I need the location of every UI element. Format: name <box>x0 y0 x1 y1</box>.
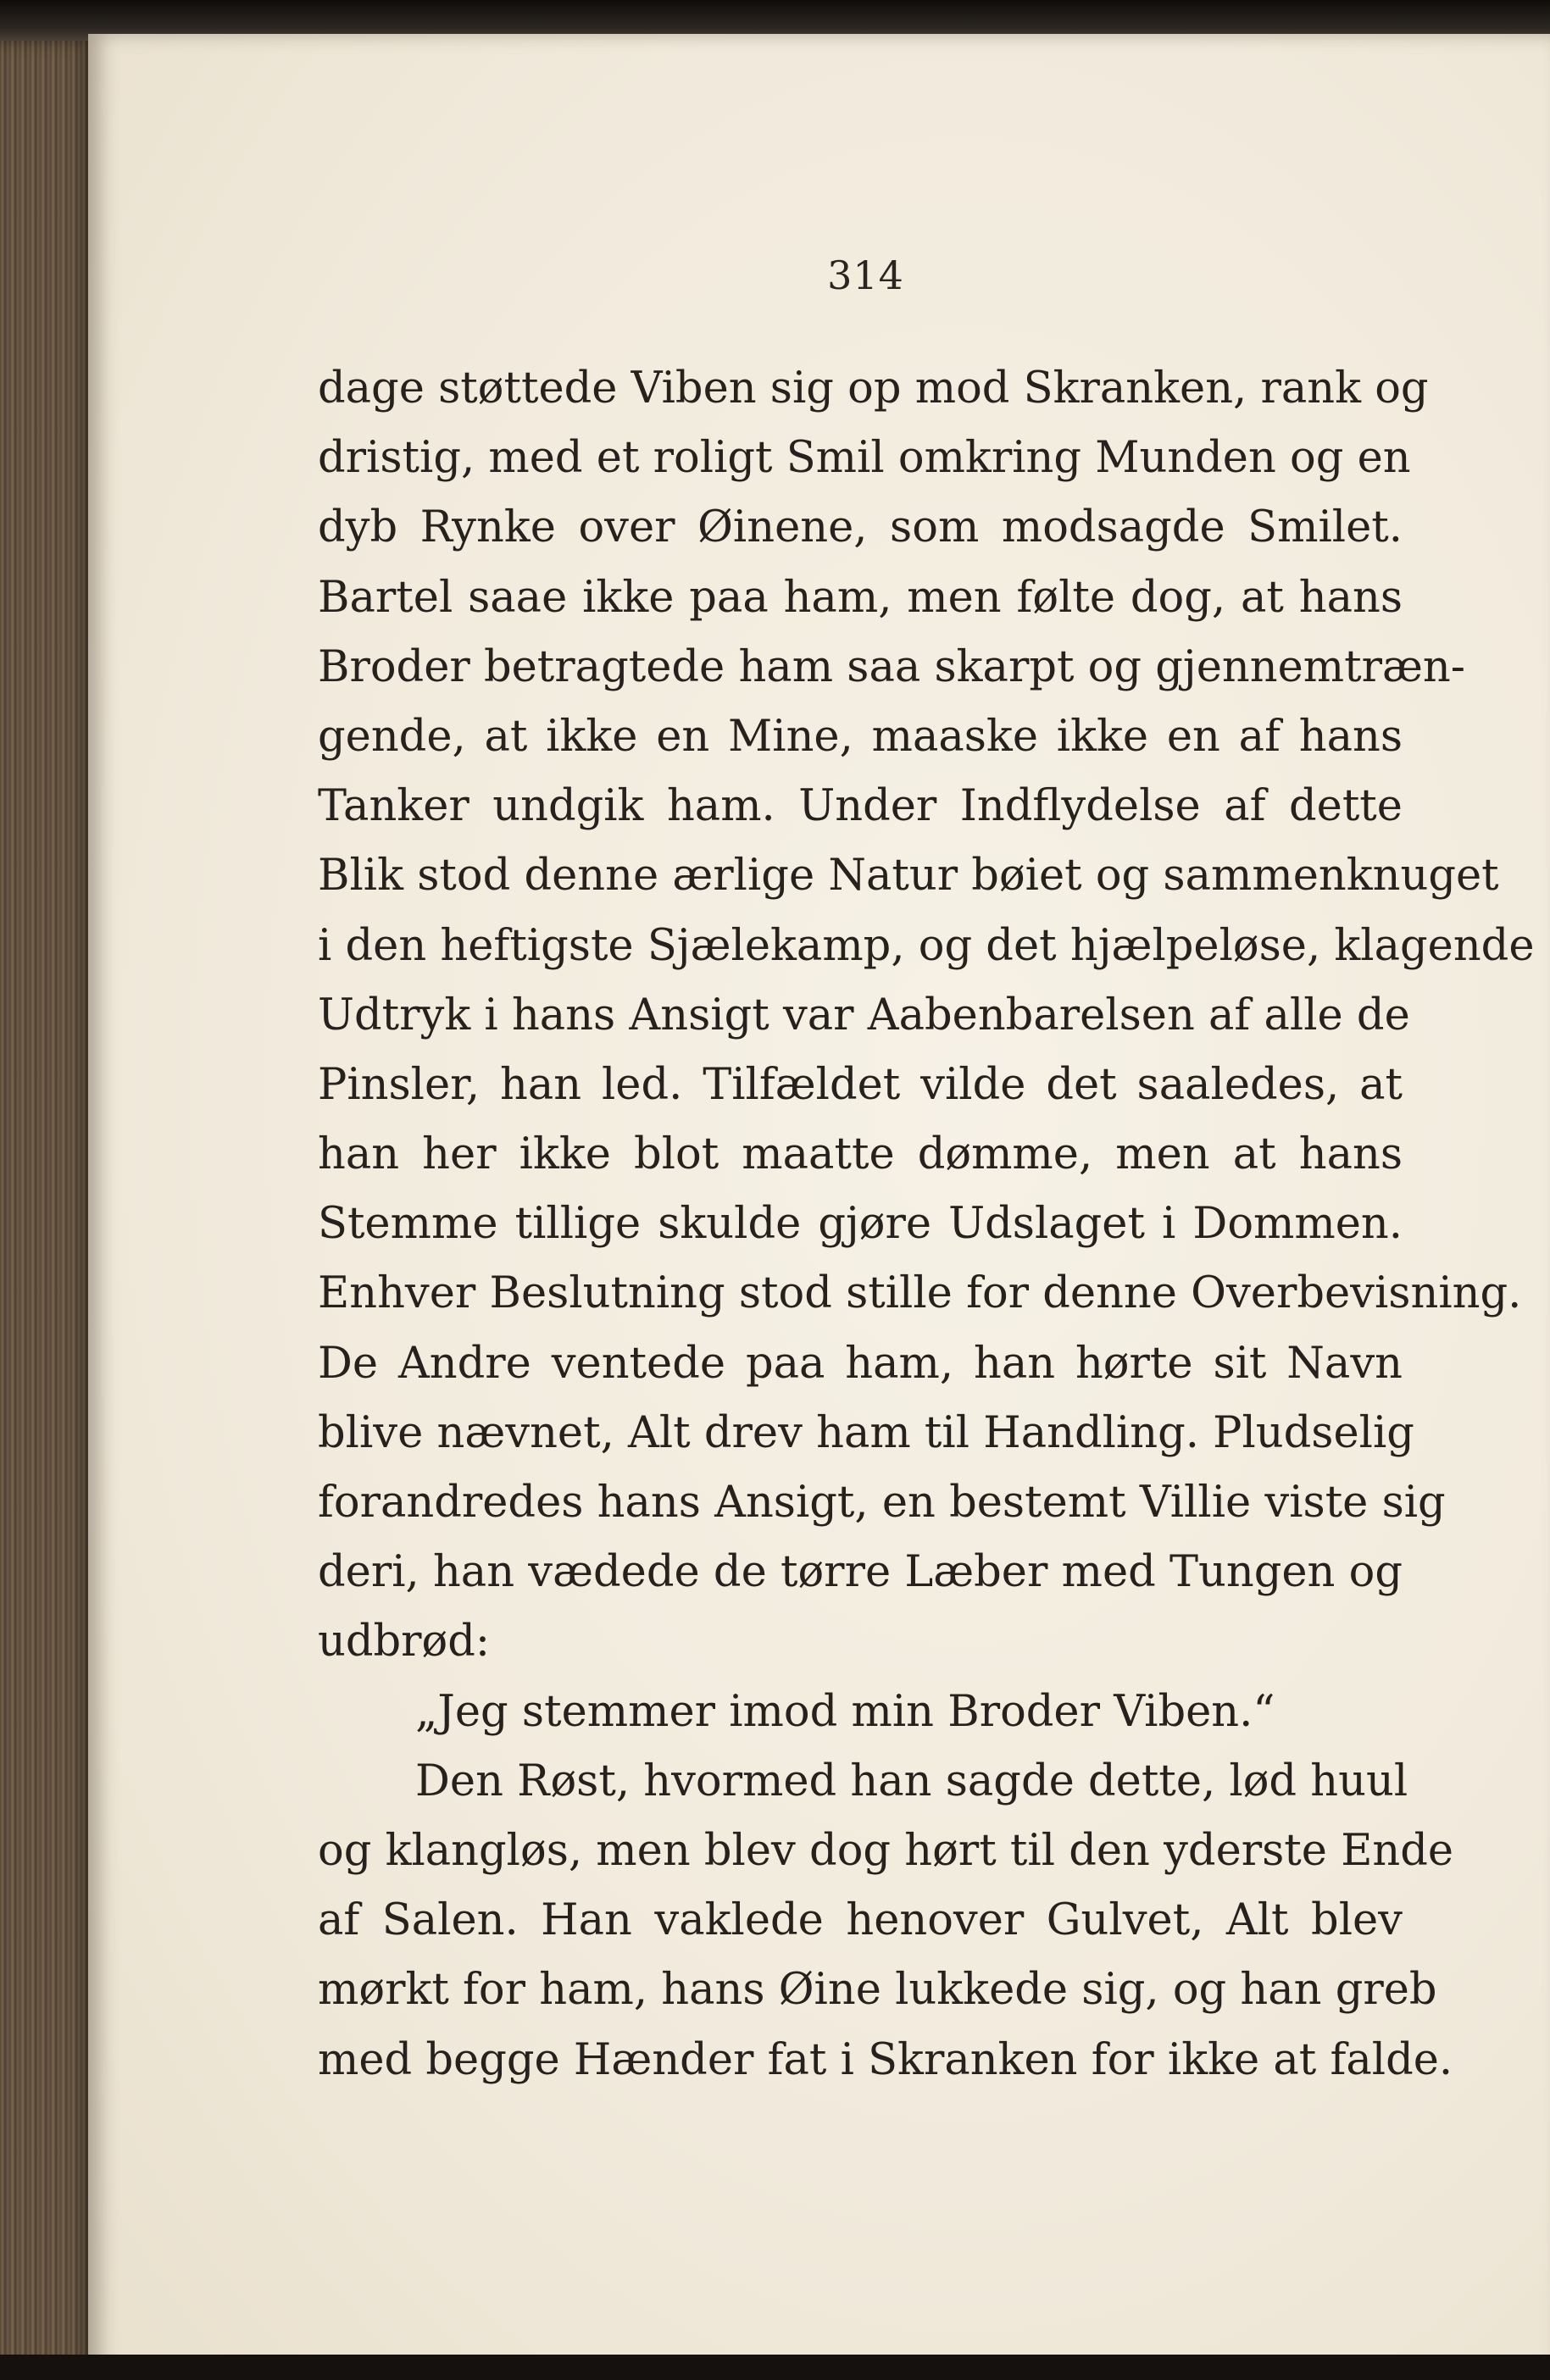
body-text <box>318 354 1535 2095</box>
text-line: dage støttede Viben sig op mod Skranken, rank og <box>318 363 1429 413</box>
bottom-edge <box>0 2355 1550 2380</box>
text-line: Stemme tillige skulde gjøre Udslaget i Dommen. <box>318 1199 1403 1250</box>
text-line: og klangløs, men blev dog hørt til den yderste Ende <box>318 1825 1454 1876</box>
text-line: mørkt for ham, hans Øine lukkede sig, og han greb <box>318 1965 1437 2016</box>
text-line: De Andre ventede paa ham, han hørte sit Navn <box>318 1338 1403 1389</box>
text-line: med begge Hænder fat i Skranken for ikke at falde. <box>318 2034 1453 2085</box>
text-line: i den heftigste Sjælekamp, og det hjælpeløse, klagende <box>318 920 1535 971</box>
text-line: dyb Rynke over Øinene, som modsagde Smilet. <box>318 502 1403 553</box>
text-line: Udtryk i hans Ansigt var Aabenbarelsen af alle de <box>318 990 1410 1040</box>
text-line: gende, at ikke en Mine, maaske ikke en af hans <box>318 711 1403 762</box>
text-line: Blik stod denne ærlige Natur bøiet og sammenknuget <box>318 851 1499 902</box>
text-line: Pinsler, han led. Tilfældet vilde det saaledes, at <box>318 1059 1403 1110</box>
text-line: Tanker undgik ham. Under Indflydelse af dette <box>318 781 1403 832</box>
text-line: forandredes hans Ansigt, en bestemt Villie viste sig <box>318 1478 1446 1528</box>
text-line: dristig, med et roligt Smil omkring Munden og en <box>318 433 1411 484</box>
text-line: af Salen. Han vaklede henover Gulvet, Alt blev <box>318 1895 1403 1946</box>
text-line: blive nævnet, Alt drev ham til Handling. Pludselig <box>318 1407 1414 1458</box>
quote-line: „Jeg stemmer imod min Broder Viben.“ <box>415 1686 1275 1737</box>
book-page-edges <box>0 41 93 2380</box>
text-line: udbrød: <box>318 1617 491 1667</box>
text-line: han her ikke blot maatte dømme, men at hans <box>318 1129 1403 1180</box>
text-line: deri, han vædede de tørre Læber med Tungen og <box>318 1547 1403 1598</box>
text-line: Enhver Beslutning stod stille for denne Overbevisning. <box>318 1268 1522 1319</box>
text-line: Bartel saae ikke paa ham, men følte dog, at hans <box>318 572 1403 623</box>
text-line: Broder betragtede ham saa skarpt og gjennemtræn- <box>318 641 1466 692</box>
text-line: Den Røst, hvormed han sagde dette, lød huul <box>415 1756 1408 1806</box>
page-number: 314 <box>827 252 904 298</box>
